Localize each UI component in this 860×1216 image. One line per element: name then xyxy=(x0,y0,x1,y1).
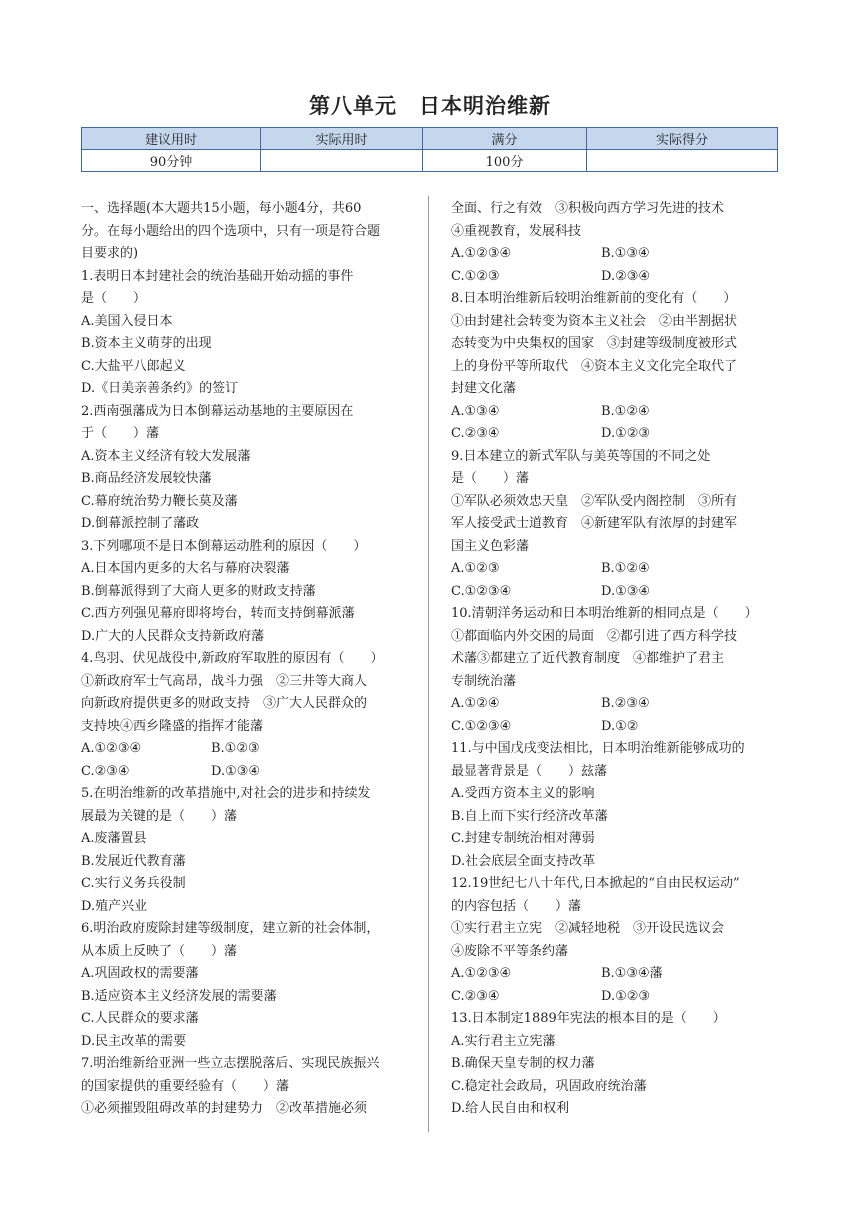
text-line: 4.鸟羽、伏见战役中,新政府军取胜的原因有（ ） xyxy=(81,651,384,666)
text-line: 分。在每小题给出的四个选项中，只有一项是符合题 xyxy=(81,223,381,239)
text-line: 9.日本建立的新式军队与美英等国的不同之处 xyxy=(451,448,711,464)
text-line: 5.在明治维新的改革措施中,对社会的进步和持续发 xyxy=(81,786,371,801)
text-line: A.日本国内更多的大名与幕府决裂藩 xyxy=(81,561,290,576)
text-line: D.《日美亲善条约》的签订 xyxy=(81,381,239,396)
text-line: A.资本主义经济有较大发展藩 xyxy=(81,448,251,464)
option-b: D.①②③ xyxy=(601,988,651,1004)
text-line: 全面、行之有效 ③积极向西方学习先进的技术 xyxy=(451,201,725,216)
text-line: A.废藩置县 xyxy=(81,831,147,846)
text-line xyxy=(451,716,781,739)
text-line: D.社会底层全面支持改革 xyxy=(451,853,596,869)
header-suggested-time: 建议用时 xyxy=(82,128,261,150)
option-b: D.①②③ xyxy=(601,426,651,441)
text-line: 8.日本明治维新后较明治维新前的变化有（ ） xyxy=(451,291,737,306)
info-table xyxy=(81,127,778,172)
text-line: B.商品经济发展较快藩 xyxy=(81,471,212,486)
text-line: 目要求的) xyxy=(81,246,139,261)
value-suggested-time: 90分钟 xyxy=(82,150,261,172)
option-b: D.②③④ xyxy=(601,268,651,284)
header-actual-time: 实际用时 xyxy=(261,128,423,150)
text-line: ④重视教育，发展科技 xyxy=(451,223,582,239)
text-line: 最显著背景是（ ）玆藩 xyxy=(451,763,608,779)
info-table-header-row xyxy=(82,128,778,150)
text-line: ①必须摧毁阻碍改革的封建势力 ②改革措施必须 xyxy=(81,1101,368,1116)
option-a: A.①②③④ xyxy=(451,246,512,261)
text-line: 专制统治藩 xyxy=(451,673,517,689)
column-divider xyxy=(428,196,429,1132)
text-line: 7.明治维新给亚洲一些立志摆脱落后、实现民族振兴 xyxy=(81,1056,380,1071)
text-line: 封建文化藩 xyxy=(451,381,517,396)
info-table-value-row xyxy=(82,150,778,172)
text-line: A.巩固政权的需要藩 xyxy=(81,966,199,981)
text-line xyxy=(81,761,409,784)
text-line: 于（ ）藩 xyxy=(81,426,160,441)
text-line: B.适应资本主义经济发展的需要藩 xyxy=(81,988,277,1004)
text-line xyxy=(451,581,781,604)
text-line xyxy=(81,738,409,761)
text-line: C.西方列强见幕府即将垮台，转而支持倒幕派藩 xyxy=(81,606,355,621)
text-line: 态转变为中央集权的国家 ③封建等级制度被形式 xyxy=(451,336,738,351)
text-line: 术藩③都建立了近代教育制度 ④都维护了君主 xyxy=(451,651,725,666)
value-actual-time xyxy=(261,150,423,172)
value-actual-score xyxy=(587,150,778,172)
text-line xyxy=(451,423,781,446)
text-line: ④废除不平等条约藩 xyxy=(451,943,569,959)
text-line xyxy=(451,963,781,986)
text-line: 上的身份平等所取代 ④资本主义文化完全取代了 xyxy=(451,358,738,374)
text-line: 1.表明日本封建社会的统治基础开始动摇的事件 xyxy=(81,268,354,284)
text-line: 10.清朝洋务运动和日本明治维新的相同点是（ ） xyxy=(451,606,758,621)
text-line: 3.下列哪项不是日本倒幕运动胜利的原因（ ） xyxy=(81,538,367,554)
text-line: 向新政府提供更多的财政支持 ③广大人民群众的 xyxy=(81,696,368,711)
option-a: A.①②④ xyxy=(451,696,500,711)
text-line: 13.日本制定1889年宪法的根本目的是（ ） xyxy=(451,1011,726,1026)
text-line: 11.与中国戊戌变法相比，日本明治维新能够成功的 xyxy=(451,741,745,756)
text-line: A.美国入侵日本 xyxy=(81,313,173,329)
text-line: A.实行君主立宪藩 xyxy=(451,1033,556,1049)
text-line: 从本质上反映了（ ）藩 xyxy=(81,943,238,959)
text-line: D.民主改革的需要 xyxy=(81,1033,187,1049)
text-line: C.稳定社会政局，巩固政府统治藩 xyxy=(451,1078,647,1094)
right-column xyxy=(451,198,781,1121)
text-line: 的国家提供的重要经验有（ ）藩 xyxy=(81,1078,290,1094)
text-line xyxy=(451,986,781,1009)
text-line: 军人接受武士道教育 ④新建军队有浓厚的封建军 xyxy=(451,516,738,531)
text-line: ①都面临内外交困的局面 ②都引进了西方科学技 xyxy=(451,628,738,644)
text-line xyxy=(451,243,781,266)
header-actual-score: 实际得分 xyxy=(587,128,778,150)
option-b: D.①② xyxy=(601,718,639,734)
text-line: 2.西南强藩成为日本倒幕运动基地的主要原因在 xyxy=(81,403,354,419)
option-b: B.①③④藩 xyxy=(601,966,663,981)
option-a: C.②③④ xyxy=(81,763,130,779)
text-line: 是（ ）藩 xyxy=(451,471,530,486)
option-a: C.①②③ xyxy=(451,268,500,284)
text-line: 支持坱④西乡隆盛的指挥才能藩 xyxy=(81,718,264,734)
option-b: B.①②③ xyxy=(211,741,260,756)
text-line xyxy=(451,401,781,424)
text-line: B.发展近代教育藩 xyxy=(81,853,186,869)
value-full-score: 100分 xyxy=(423,150,587,172)
text-line: D.广大的人民群众支持新政府藩 xyxy=(81,628,265,644)
text-line xyxy=(451,558,781,581)
option-a: C.②③④ xyxy=(451,988,500,1004)
text-line: 展最为关键的是（ ）藩 xyxy=(81,808,238,824)
text-line: D.殖产兴业 xyxy=(81,898,148,914)
option-a: A.①③④ xyxy=(451,403,500,419)
text-line: B.自上而下实行经济改革藩 xyxy=(451,808,608,824)
text-line: D.倒幕派控制了藩政 xyxy=(81,516,200,531)
option-a: C.②③④ xyxy=(451,426,500,441)
text-line: D.给人民自由和权利 xyxy=(451,1101,570,1116)
option-a: C.①②③④ xyxy=(451,718,512,734)
page-title: 第八单元 日本明治维新 xyxy=(309,94,551,118)
text-line: C.实行义务兵役制 xyxy=(81,876,186,891)
text-line: C.封建专制统治相对薄弱 xyxy=(451,831,595,846)
option-a: A.①②③④ xyxy=(451,966,512,981)
header-full-score: 满分 xyxy=(423,128,587,150)
text-line: B.倒幕派得到了大商人更多的财政支持藩 xyxy=(81,583,316,599)
option-b: D.①③④ xyxy=(211,763,261,779)
option-b: B.②③④ xyxy=(601,696,650,711)
text-line: C.幕府统治势力鞭长莫及藩 xyxy=(81,493,238,509)
text-line: ①新政府军士气高昂，战斗力强 ②三井等大商人 xyxy=(81,673,368,689)
option-a: A.①②③④ xyxy=(81,741,142,756)
left-column xyxy=(81,198,409,1121)
text-line: 国主义色彩藩 xyxy=(451,538,530,554)
option-b: B.①②④ xyxy=(601,403,650,419)
text-line: C.大盐平八郎起义 xyxy=(81,358,186,374)
text-line: 的内容包括（ ）藩 xyxy=(451,898,582,914)
text-line: ①由封建社会转变为资本主义社会 ②由半割据状 xyxy=(451,313,738,329)
text-line xyxy=(451,693,781,716)
text-line: B.资本主义萌芽的出现 xyxy=(81,336,212,351)
text-line: ①实行君主立宪 ②减轻地税 ③开设民选议会 xyxy=(451,921,725,936)
text-line: ①军队必须效忠天皇 ②军队受内阁控制 ③所有 xyxy=(451,493,738,509)
option-b: B.①②④ xyxy=(601,561,650,576)
text-line: 6.明治政府废除封建等级制度，建立新的社会体制， xyxy=(81,921,380,936)
option-a: A.①②③ xyxy=(451,561,500,576)
text-line xyxy=(451,266,781,289)
text-line: 是（ ） xyxy=(81,291,147,306)
text-line: C.人民群众的要求藩 xyxy=(81,1011,199,1026)
text-line: 一、选择题(本大题共15小题，每小题4分，共60 xyxy=(81,201,362,216)
text-line: 12.19世纪七八十年代,日本掀起的“自由民权运动” xyxy=(451,876,740,891)
text-line: A.受西方资本主义的影响 xyxy=(451,786,595,801)
option-a: C.①②③④ xyxy=(451,583,512,599)
text-line: B.确保天皇专制的权力藩 xyxy=(451,1056,595,1071)
option-b: D.①③④ xyxy=(601,583,651,599)
option-b: B.①③④ xyxy=(601,246,650,261)
